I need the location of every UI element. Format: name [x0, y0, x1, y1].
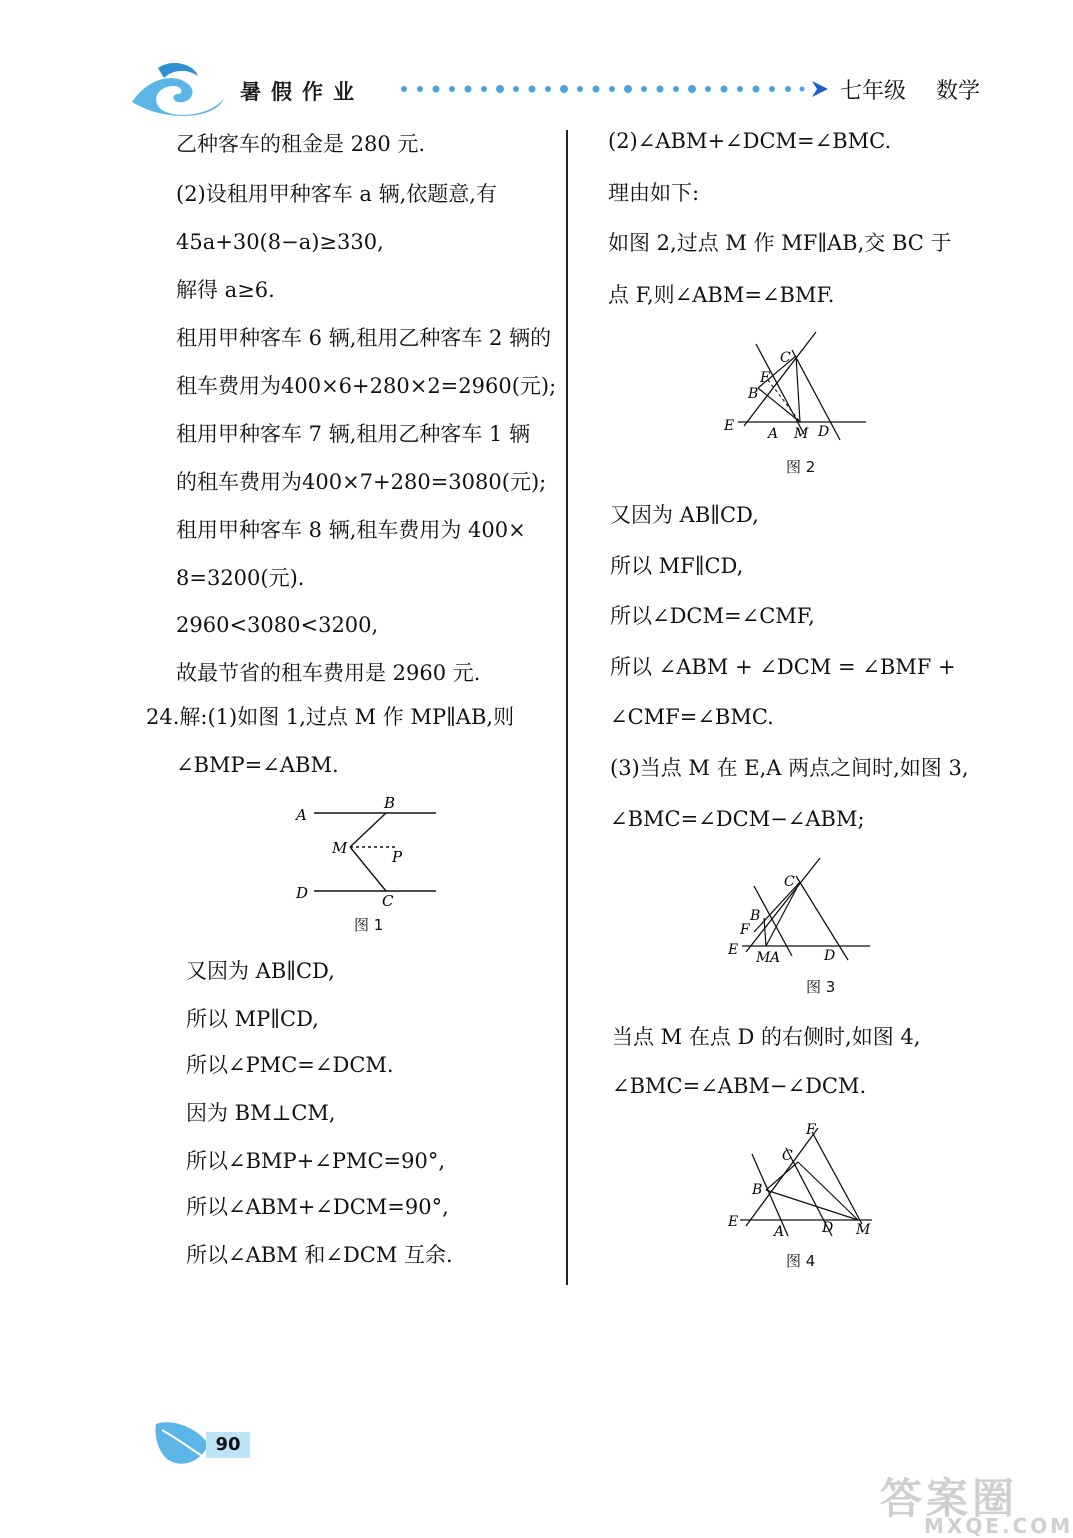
- label-b: B: [748, 386, 759, 402]
- text-line: 8=3200(元).: [176, 566, 305, 590]
- text-line: 又因为 AB∥CD,: [186, 959, 335, 983]
- label-c: C: [780, 350, 791, 366]
- figure-4-caption: 图 4: [786, 1252, 816, 1270]
- text-line: 所以∠ABM 和∠DCM 互余.: [186, 1243, 453, 1267]
- text-line: 所以∠ABM+∠DCM=90°,: [186, 1195, 449, 1219]
- text-line: 理由如下:: [608, 181, 700, 205]
- text-line: 租用甲种客车 7 辆,租用乙种客车 1 辆: [176, 422, 531, 446]
- figure-1: [286, 790, 446, 916]
- text-line: 租车费用为400×6+280×2=2960(元);: [176, 374, 557, 398]
- figure-3-caption: 图 3: [806, 978, 836, 996]
- label-p: P: [392, 848, 403, 866]
- label-a: A: [774, 1224, 785, 1240]
- label-m: M: [794, 426, 809, 442]
- label-b: B: [752, 1182, 763, 1198]
- label-f: F: [806, 1122, 816, 1138]
- leaf-icon: [152, 1418, 212, 1468]
- label-d: D: [818, 424, 830, 440]
- text-line: 所以∠PMC=∠DCM.: [186, 1053, 394, 1077]
- figure-4: [722, 1120, 882, 1246]
- label-c: C: [784, 874, 795, 890]
- label-e: E: [728, 942, 739, 958]
- label-f: F: [760, 370, 770, 386]
- label-b: B: [384, 794, 396, 812]
- text-line: 乙种客车的租金是 280 元.: [176, 132, 426, 156]
- label-a: A: [296, 806, 307, 824]
- text-line: 45a+30(8−a)≥330,: [176, 230, 384, 254]
- text-line: 所以∠BMP+∠PMC=90°,: [186, 1149, 446, 1173]
- text-line: ∠CMF=∠BMC.: [610, 705, 774, 729]
- figure-1-caption: 图 1: [354, 916, 384, 934]
- label-c: C: [782, 1148, 793, 1164]
- label-d: D: [824, 948, 836, 964]
- text-line: ∠BMC=∠DCM−∠ABM;: [610, 807, 865, 831]
- label-d: D: [822, 1220, 834, 1236]
- label-d: D: [296, 884, 309, 902]
- text-line: (3)当点 M 在 E,A 两点之间时,如图 3,: [610, 756, 969, 780]
- wave-logo-icon: [128, 58, 228, 120]
- text-line: 解得 a≥6.: [176, 278, 275, 302]
- grade-label: 七年级: [840, 79, 907, 104]
- text-line: 如图 2,过点 M 作 MF∥AB,交 BC 于: [608, 231, 952, 255]
- text-line: 故最节省的租车费用是 2960 元.: [176, 661, 481, 685]
- label-e: E: [728, 1214, 739, 1230]
- page-number: 90: [206, 1432, 250, 1458]
- watermark: [880, 1466, 1073, 1538]
- text-line: 所以 MF∥CD,: [610, 554, 744, 578]
- text-line: 所以∠DCM=∠CMF,: [610, 604, 815, 628]
- label-a: A: [770, 950, 781, 966]
- subject-label: 数学: [936, 79, 981, 104]
- text-line: 租用甲种客车 6 辆,租用乙种客车 2 辆的: [176, 326, 552, 350]
- label-m: M: [856, 1222, 871, 1238]
- label-m: M: [332, 839, 348, 857]
- figure-3: [724, 856, 874, 970]
- text-line: ∠BMP=∠ABM.: [176, 753, 339, 777]
- label-e: E: [724, 418, 735, 434]
- series-title: 暑假作业: [240, 80, 364, 104]
- text-line: (2)∠ABM+∠DCM=∠BMC.: [608, 129, 892, 153]
- text-line: 又因为 AB∥CD,: [610, 503, 759, 527]
- text-line: 点 F,则∠ABM=∠BMF.: [608, 283, 835, 307]
- label-a: A: [768, 426, 779, 442]
- text-line: 所以 MP∥CD,: [186, 1007, 319, 1031]
- figure-2: [720, 330, 870, 450]
- label-c: C: [382, 892, 394, 910]
- label-f: F: [740, 922, 750, 938]
- column-divider: [566, 130, 568, 1285]
- page-header: [0, 0, 1058, 120]
- figure-2-caption: 图 2: [786, 458, 816, 476]
- label-b: B: [750, 908, 761, 924]
- watermark-text: 答案圈: [880, 1474, 1019, 1523]
- text-line: 24.解:(1)如图 1,过点 M 作 MP∥AB,则: [146, 705, 515, 729]
- text-line: 2960<3080<3200,: [176, 613, 379, 637]
- text-line: 租用甲种客车 8 辆,租车费用为 400×: [176, 518, 526, 542]
- label-m: M: [756, 950, 771, 966]
- text-line: 的租车费用为400×7+280=3080(元);: [176, 470, 547, 494]
- watermark-url: MXQE.COM: [924, 1514, 1073, 1538]
- text-line: (2)设租用甲种客车 a 辆,依题意,有: [176, 182, 497, 206]
- text-line: 所以 ∠ABM + ∠DCM = ∠BMF +: [610, 655, 956, 679]
- text-line: ∠BMC=∠ABM−∠DCM.: [612, 1074, 867, 1098]
- text-line: 因为 BM⊥CM,: [186, 1101, 336, 1125]
- header-dotted-line: [398, 80, 830, 98]
- text-line: 当点 M 在点 D 的右侧时,如图 4,: [612, 1025, 921, 1049]
